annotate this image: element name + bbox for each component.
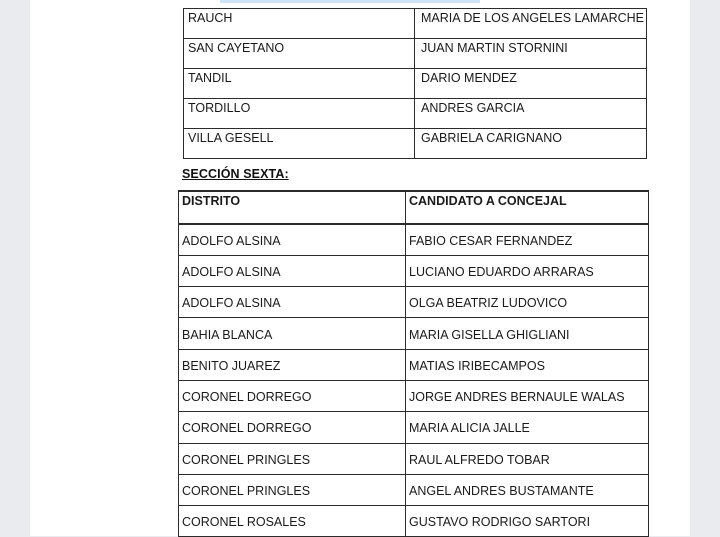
column-header-candidate: CANDIDATO A CONCEJAL xyxy=(406,191,649,224)
candidate-cell: JUAN MARTIN STORNINI xyxy=(415,39,647,69)
district-cell: TANDIL xyxy=(184,69,415,99)
page-top-accent xyxy=(220,0,480,3)
candidate-cell: JORGE ANDRES BERNAULE WALAS xyxy=(406,380,649,411)
table-row xyxy=(184,69,647,99)
district-cell: RAUCH xyxy=(184,9,415,39)
district-cell: VILLA GESELL xyxy=(184,129,415,159)
candidate-cell: ANGEL ANDRES BUSTAMANTE xyxy=(406,474,649,505)
candidate-cell: MARIA DE LOS ANGELES LAMARCHE xyxy=(415,9,647,39)
candidate-cell: LUCIANO EDUARDO ARRARAS xyxy=(406,255,649,286)
district-cell: CORONEL ROSALES xyxy=(179,506,406,537)
table-row xyxy=(179,224,649,255)
district-cell: BENITO JUAREZ xyxy=(179,349,406,380)
district-cell: CORONEL PRINGLES xyxy=(179,443,406,474)
candidate-cell: OLGA BEATRIZ LUDOVICO xyxy=(406,287,649,318)
table-row xyxy=(179,443,649,474)
table-header-row xyxy=(179,191,649,224)
district-cell: SAN CAYETANO xyxy=(184,39,415,69)
table-row xyxy=(179,287,649,318)
district-cell: BAHIA BLANCA xyxy=(179,318,406,349)
district-cell: ADOLFO ALSINA xyxy=(179,224,406,255)
candidate-cell: RAUL ALFREDO TOBAR xyxy=(406,443,649,474)
candidate-cell: FABIO CESAR FERNANDEZ xyxy=(406,224,649,255)
district-cell: CORONEL DORREGO xyxy=(179,380,406,411)
district-cell: ADOLFO ALSINA xyxy=(179,255,406,286)
district-cell: CORONEL DORREGO xyxy=(179,412,406,443)
candidate-cell: GUSTAVO RODRIGO SARTORI xyxy=(406,506,649,537)
table-row xyxy=(184,99,647,129)
candidate-cell: DARIO MENDEZ xyxy=(415,69,647,99)
table-row xyxy=(179,412,649,443)
section5-table xyxy=(183,8,647,159)
table-row xyxy=(184,39,647,69)
table-row xyxy=(179,474,649,505)
table-row xyxy=(184,9,647,39)
table-row xyxy=(179,380,649,411)
section6-table xyxy=(178,190,649,537)
candidate-cell: GABRIELA CARIGNANO xyxy=(415,129,647,159)
table-row xyxy=(184,129,647,159)
candidate-cell: MARIA ALICIA JALLE xyxy=(406,412,649,443)
table-row xyxy=(179,255,649,286)
table-row xyxy=(179,318,649,349)
candidate-cell: MARIA GISELLA GHIGLIANI xyxy=(406,318,649,349)
district-cell: TORDILLO xyxy=(184,99,415,129)
district-cell: CORONEL PRINGLES xyxy=(179,474,406,505)
candidate-cell: MATIAS IRIBECAMPOS xyxy=(406,349,649,380)
section-title: SECCIÓN SEXTA: xyxy=(182,167,289,181)
district-cell: ADOLFO ALSINA xyxy=(179,287,406,318)
table-row xyxy=(179,506,649,537)
candidate-cell: ANDRES GARCIA xyxy=(415,99,647,129)
column-header-district: DISTRITO xyxy=(179,191,406,224)
table-row xyxy=(179,349,649,380)
document-page xyxy=(30,0,690,536)
